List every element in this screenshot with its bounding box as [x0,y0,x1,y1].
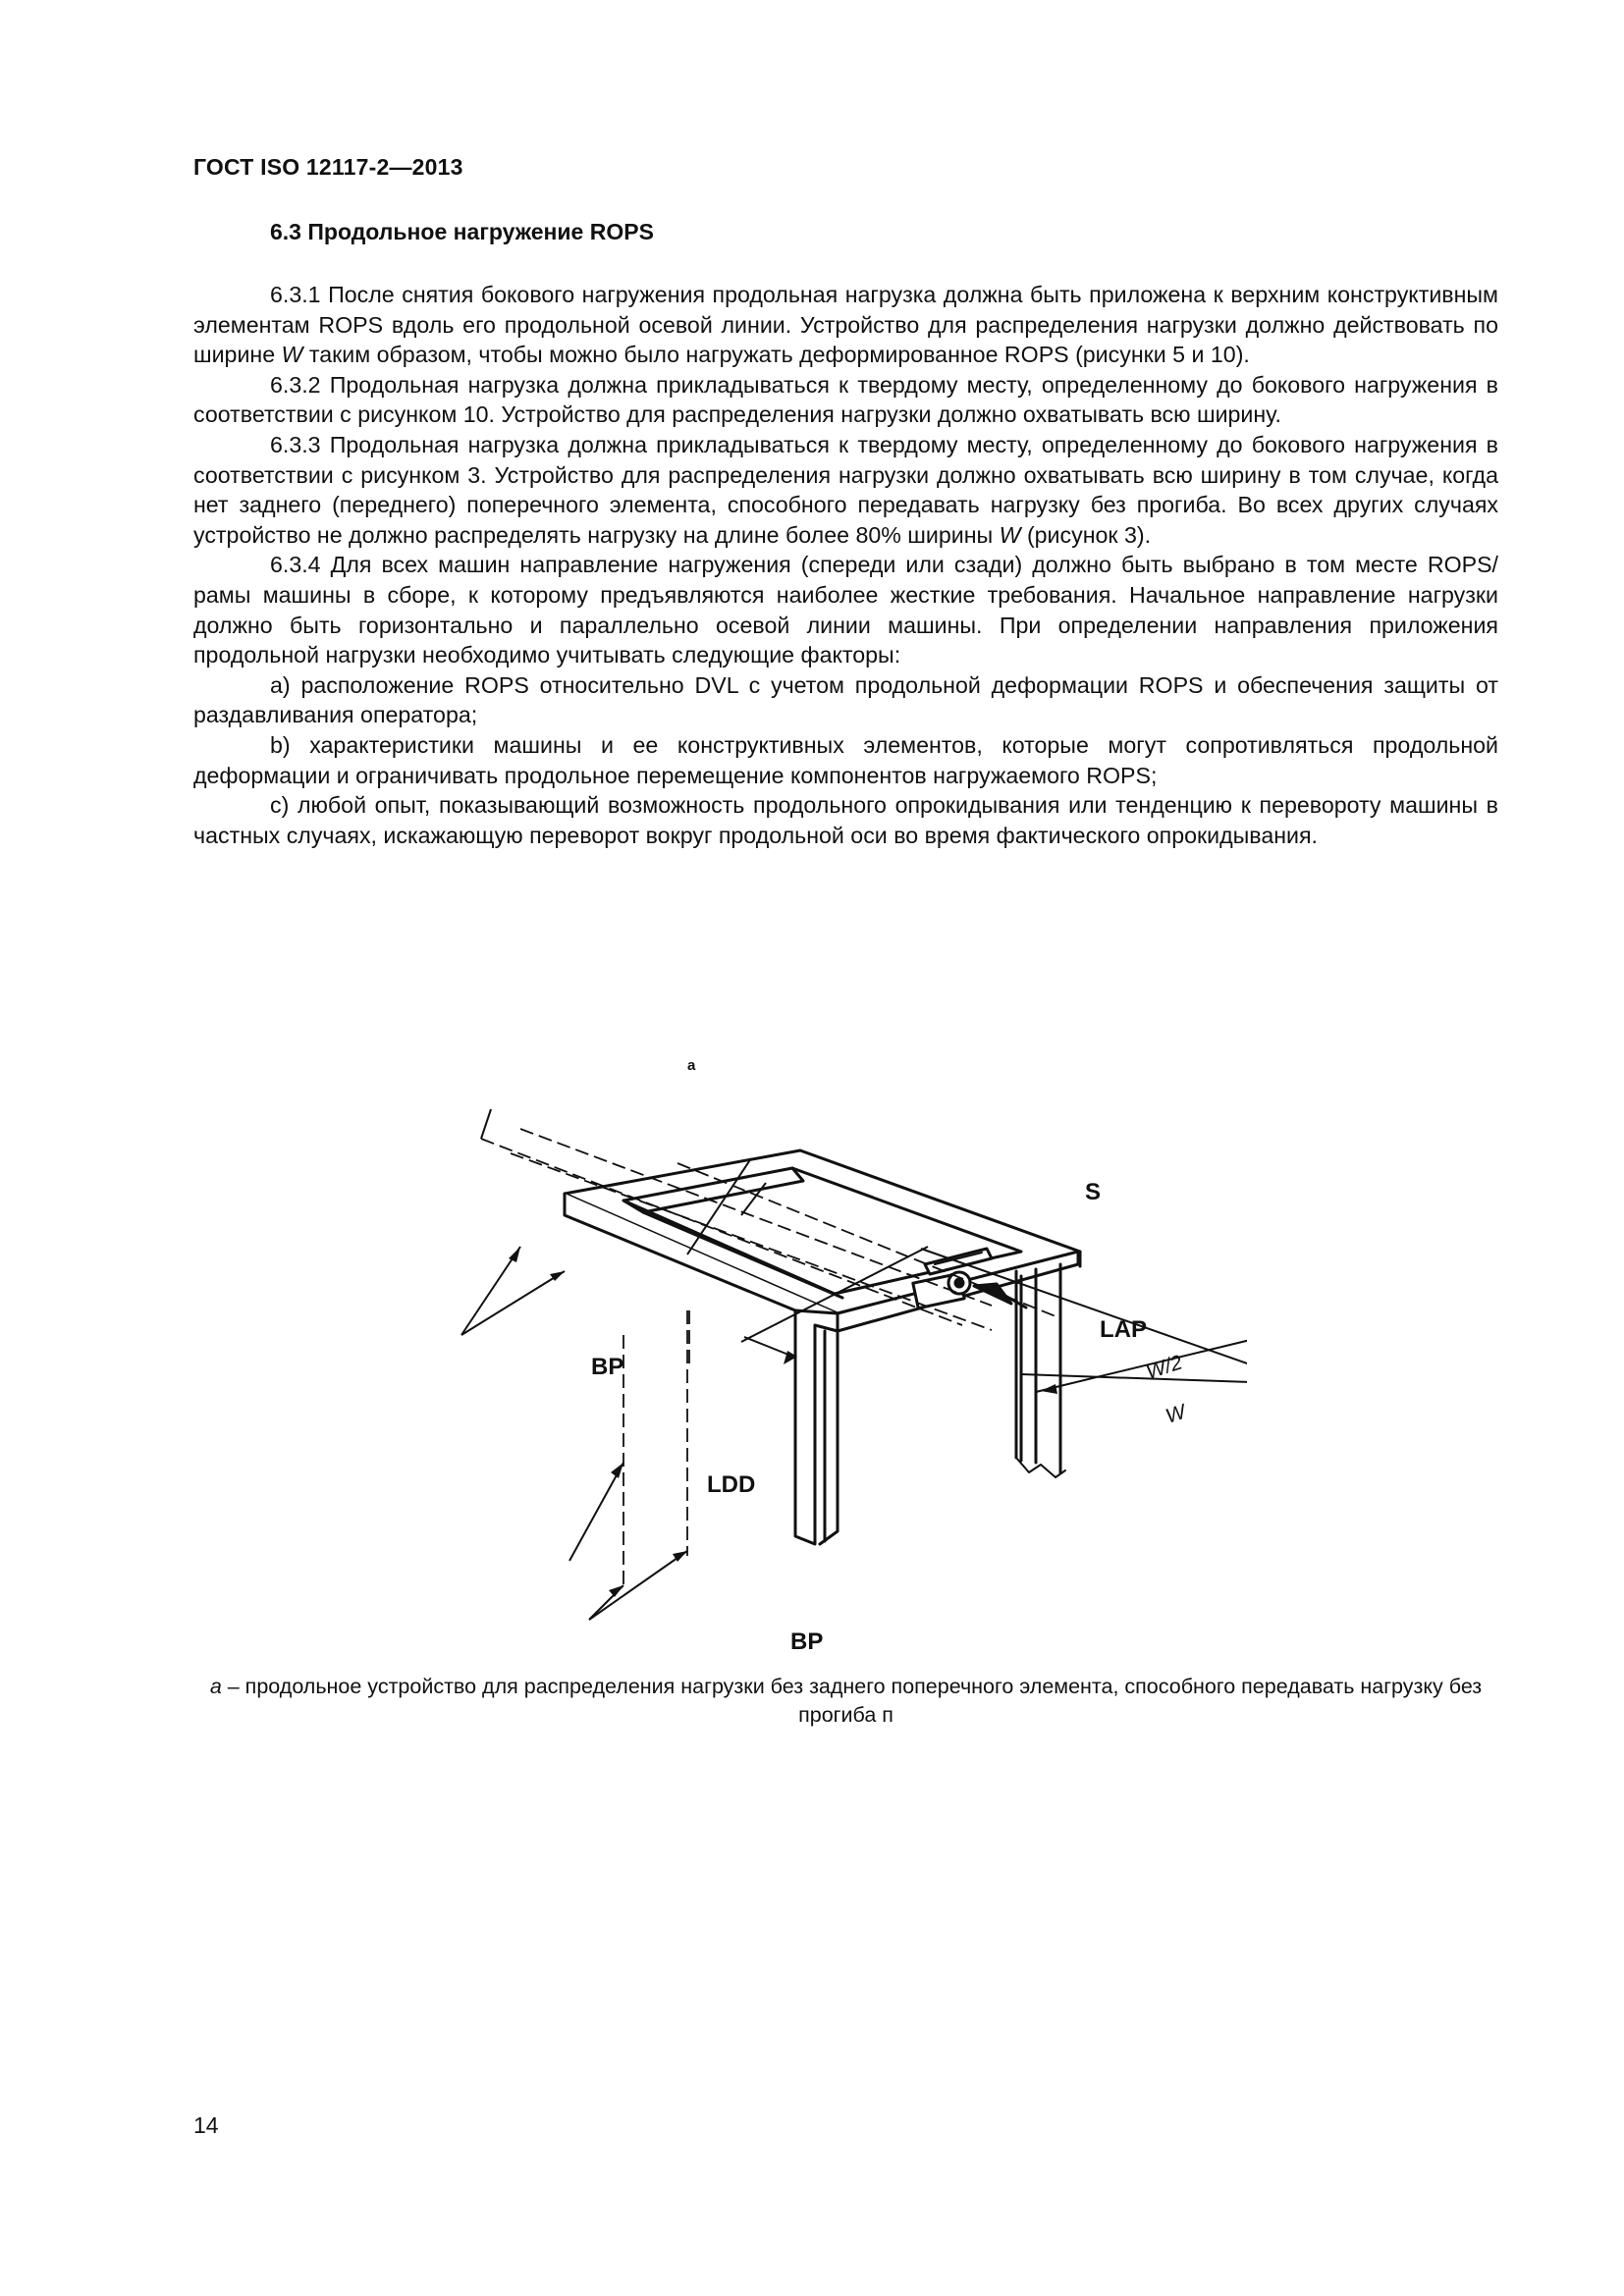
label-bp-left: BP [591,1354,624,1380]
rops-diagram [442,1041,1247,1649]
width-symbol: W [281,342,303,368]
paragraph-6-3-1 [193,280,1498,370]
paragraph-text: таким образом, чтобы можно было нагружать деформированное ROPS (рисунки 5 и 10). [302,342,1250,368]
list-item-c: c) любой опыт, показывающий возможность продольного опрокидывания или тенденцию к перевороту машины в частных случаях, искажающую переворот вокруг продольной оси во время фактического опрокидывания. [193,792,1498,848]
leader-ldd [569,1463,623,1561]
label-w-half: W/2 [1143,1351,1186,1384]
width-symbol: W [999,521,1021,548]
rops-longitudinal-loading-figure [442,1041,1247,1649]
list-item-a: а) расположение ROPS относительно DVL с учетом продольной деформации ROPS и обеспечения защиты от раздавливания оператора; [193,671,1498,728]
document-code-header: ГОСТ ISO 12117-2—2013 [193,154,463,180]
front-left-post [795,1310,838,1544]
label-ldd: LDD [707,1471,756,1498]
caption-text: – продольное устройство для распределения нагрузки без заднего поперечного элемента, способного передавать нагрузку без прогиба п [221,1675,1483,1727]
label-a: a [687,1057,696,1074]
leader-bp-bottom-2 [589,1551,687,1620]
body-text [193,280,1498,850]
paragraph-6-3-4: 6.3.4 Для всех машин направление нагружения (спереди или сзади) должно быть выбрано в том месте ROPS/рамы машины в сборе, к которому предъявляются наиболее жесткие требования. Начальное направление нагрузки должно быть горизонтально и параллельно осевой линии машины. При определении направления приложения продольной нагрузки необходимо учитывать следующие факторы: [193,552,1498,668]
list-item-b: b) характеристики машины и ее конструктивных элементов, которые могут сопротивляться продольной деформации и ограничивать продольное перемещение компонентов нагружаемого ROPS; [193,731,1498,788]
label-w: W [1163,1400,1189,1428]
paragraph-text: 6.3.1 После снятия бокового нагружения продольная нагрузка должна быть приложена к верхним конструктивным элементам ROPS вдоль его продольной осевой линии. Устройство для распределения нагрузки должно действовать по ширине [193,282,1498,368]
page-number: 14 [193,2112,219,2138]
leader-a [481,1109,491,1139]
paragraph-text: (рисунок 3). [1020,521,1152,548]
caption-key: а [209,1675,222,1698]
paragraph-6-3-3 [193,430,1498,550]
label-bp-bottom: BP [790,1629,824,1649]
leader-bp-left-2 [461,1271,565,1335]
load-arrow-head [974,1284,1011,1304]
dimension-w-line [1021,1374,1247,1384]
section-title: 6.3 Продольное нагружение ROPS [270,219,654,244]
figure-caption [193,1673,1498,1730]
paragraph-6-3-2: 6.3.2 Продольная нагрузка должна прикладываться к твердому месту, определенному до бокового нагружения в соответствии с рисунком 10. Устройство для распределения нагрузки должно охватывать всю ширину. [193,371,1498,428]
label-lap: LAP [1100,1316,1147,1343]
label-s: S [1085,1179,1102,1205]
paragraph-text: 6.3.3 Продольная нагрузка должна прикладываться к твердому месту, определенному до бокового нагружения в соответствии с рисунком 3. Устройство для распределения нагрузки должно охватывать всю ширину в том случае, когда нет заднего (переднего) поперечного элемента, способного передавать нагрузку без прогиба. Во всех других случаях устройство не должно распределять нагрузку на длине более 80% ширины [193,431,1498,548]
